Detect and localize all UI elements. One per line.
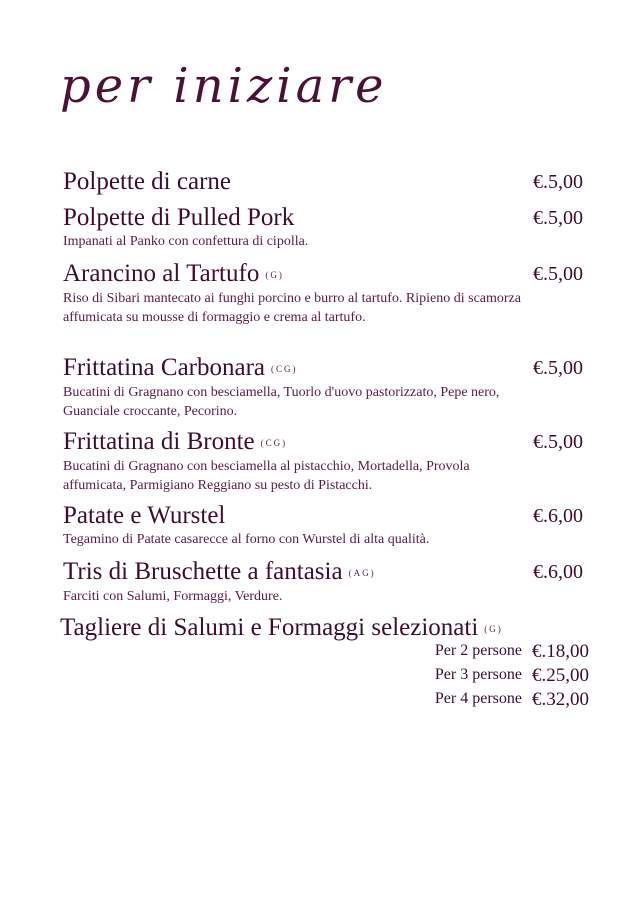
allergen-tag: (G): [484, 624, 503, 635]
option-price: €.25,00: [532, 665, 589, 686]
item-name: Arancino al Tartufo: [63, 260, 260, 287]
menu-item: [63, 168, 603, 196]
allergen-tag: (CG): [260, 438, 288, 449]
item-name-row: [63, 260, 603, 289]
item-name-row: [63, 354, 603, 383]
item-description: Farciti con Salumi, Formaggi, Verdure.: [63, 589, 283, 605]
option-label: Per 3 persone: [434, 666, 522, 683]
menu-item: [63, 428, 603, 495]
platter-option: [300, 690, 522, 712]
item-name: Patate e Wurstel: [63, 502, 226, 529]
item-price: €.6,00: [533, 561, 583, 583]
item-name: Polpette di Pulled Pork: [63, 204, 295, 231]
option-label: Per 2 persone: [434, 642, 522, 659]
item-name: Frittatina di Bronte: [63, 428, 255, 455]
allergen-tag: (AG): [348, 568, 376, 579]
menu-section-title: per iniziare: [60, 58, 388, 114]
item-price: €.5,00: [533, 431, 583, 453]
item-description: Tegamino di Patate casarecce al forno con Wurstel di alta qualità.: [63, 532, 430, 547]
item-name-row: [63, 428, 603, 457]
menu-item: [63, 558, 603, 606]
item-price: €.5,00: [533, 263, 583, 285]
item-price: €.5,00: [533, 357, 583, 379]
item-name: Tagliere di Salumi e Formaggi selezionati: [60, 614, 479, 641]
item-price: €.5,00: [533, 207, 583, 229]
menu-item: [63, 204, 603, 251]
item-description: Impanati al Panko con confettura di cipolla.: [63, 234, 309, 249]
option-price: €.32,00: [532, 689, 589, 710]
platter-option: [300, 666, 522, 688]
item-name-row: [63, 558, 603, 587]
menu-item: [63, 502, 603, 549]
option-price: €.18,00: [532, 641, 589, 662]
item-description: Bucatini di Gragnano con besciamella al pistacchio, Mortadella, Provola affumicata, Parmigiano Reggiano su pesto di Pistacchi.: [63, 459, 470, 494]
menu-item: [63, 260, 603, 327]
item-name: Polpette di carne: [63, 168, 231, 195]
menu-item: [63, 354, 603, 421]
item-name: Tris di Bruschette a fantasia: [63, 558, 343, 585]
option-label: Per 4 persone: [434, 690, 522, 707]
item-description: Riso di Sibari mantecato ai funghi porcino e burro al tartufo. Ripieno di scamorza affumicata su mousse di formaggio e crema al tartufo.: [63, 291, 521, 326]
allergen-tag: (CG): [271, 364, 298, 375]
item-price: €.6,00: [533, 505, 583, 527]
item-price: €.5,00: [533, 171, 583, 193]
item-name-row: [60, 614, 620, 643]
platter-option: [300, 642, 522, 664]
item-description: Bucatini di Gragnano con besciamella, Tuorlo d'uovo pastorizzato, Pepe nero, Guanciale croccante, Pecorino.: [63, 385, 500, 420]
platter-item: [60, 614, 620, 643]
item-name: Frittatina Carbonara: [63, 354, 266, 381]
allergen-tag: (G): [265, 270, 284, 281]
